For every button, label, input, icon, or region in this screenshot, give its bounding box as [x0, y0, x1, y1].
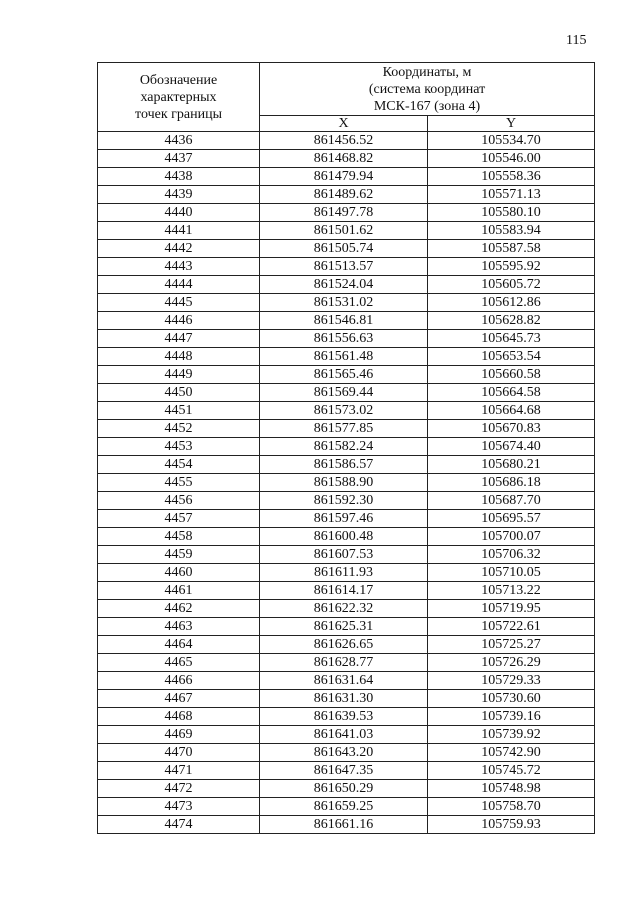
y-coordinate-cell: 105612.86: [428, 294, 595, 312]
table-row: [98, 438, 595, 456]
x-coordinate-cell: 861524.04: [260, 276, 428, 294]
y-coordinate-cell: 105706.32: [428, 546, 595, 564]
table-row: [98, 186, 595, 204]
header-coords-line: МСК-167 (зона 4): [373, 98, 481, 114]
point-id-cell: 4467: [98, 690, 260, 708]
x-coordinate-cell: 861531.02: [260, 294, 428, 312]
table-row: [98, 690, 595, 708]
x-coordinate-cell: 861556.63: [260, 330, 428, 348]
y-coordinate-cell: 105583.94: [428, 222, 595, 240]
x-coordinate-cell: 861479.94: [260, 168, 428, 186]
y-coordinate-cell: 105719.95: [428, 600, 595, 618]
table-row: [98, 672, 595, 690]
point-id-cell: 4441: [98, 222, 260, 240]
y-coordinate-cell: 105664.58: [428, 384, 595, 402]
point-id-cell: 4470: [98, 744, 260, 762]
y-coordinate-cell: 105628.82: [428, 312, 595, 330]
point-id-cell: 4437: [98, 150, 260, 168]
table-row: [98, 132, 595, 150]
header-label-line: точек границы: [135, 106, 222, 122]
header-coords-line: (система координат: [368, 81, 486, 97]
x-coordinate-cell: 861489.62: [260, 186, 428, 204]
table-row: [98, 168, 595, 186]
table-row: [98, 654, 595, 672]
y-coordinate-cell: 105758.70: [428, 798, 595, 816]
boundary-points-table: [97, 62, 595, 834]
header-coords-line: Координаты, м: [382, 64, 472, 80]
point-id-cell: 4439: [98, 186, 260, 204]
y-coordinate-cell: 105695.57: [428, 510, 595, 528]
x-coordinate-cell: 861641.03: [260, 726, 428, 744]
table-row: [98, 258, 595, 276]
y-coordinate-cell: 105571.13: [428, 186, 595, 204]
y-coordinate-cell: 105660.58: [428, 366, 595, 384]
table-row: [98, 582, 595, 600]
y-coordinate-cell: 105546.00: [428, 150, 595, 168]
x-coordinate-cell: 861565.46: [260, 366, 428, 384]
x-coordinate-cell: 861456.52: [260, 132, 428, 150]
y-coordinate-cell: 105725.27: [428, 636, 595, 654]
x-coordinate-cell: 861497.78: [260, 204, 428, 222]
x-coordinate-cell: 861513.57: [260, 258, 428, 276]
point-id-cell: 4471: [98, 762, 260, 780]
table-row: [98, 492, 595, 510]
y-coordinate-cell: 105645.73: [428, 330, 595, 348]
x-coordinate-cell: 861643.20: [260, 744, 428, 762]
table-header: [98, 63, 595, 132]
header-x: X: [260, 116, 428, 132]
x-coordinate-cell: 861561.48: [260, 348, 428, 366]
y-coordinate-cell: 105680.21: [428, 456, 595, 474]
table-row: [98, 636, 595, 654]
point-id-cell: 4440: [98, 204, 260, 222]
y-coordinate-cell: 105595.92: [428, 258, 595, 276]
point-id-cell: 4458: [98, 528, 260, 546]
point-id-cell: 4445: [98, 294, 260, 312]
point-id-cell: 4464: [98, 636, 260, 654]
point-id-cell: 4453: [98, 438, 260, 456]
x-coordinate-cell: 861650.29: [260, 780, 428, 798]
y-coordinate-cell: 105687.70: [428, 492, 595, 510]
table-row: [98, 294, 595, 312]
y-coordinate-cell: 105729.33: [428, 672, 595, 690]
table-row: [98, 726, 595, 744]
y-coordinate-cell: 105722.61: [428, 618, 595, 636]
table-row: [98, 312, 595, 330]
point-id-cell: 4462: [98, 600, 260, 618]
x-coordinate-cell: 861614.17: [260, 582, 428, 600]
point-id-cell: 4444: [98, 276, 260, 294]
y-coordinate-cell: 105664.68: [428, 402, 595, 420]
point-id-cell: 4454: [98, 456, 260, 474]
point-id-cell: 4438: [98, 168, 260, 186]
table-row: [98, 816, 595, 834]
point-id-cell: 4442: [98, 240, 260, 258]
x-coordinate-cell: 861607.53: [260, 546, 428, 564]
y-coordinate-cell: 105700.07: [428, 528, 595, 546]
table-row: [98, 474, 595, 492]
x-coordinate-cell: 861592.30: [260, 492, 428, 510]
x-coordinate-cell: 861626.65: [260, 636, 428, 654]
x-coordinate-cell: 861631.30: [260, 690, 428, 708]
table-row: [98, 618, 595, 636]
table-row: [98, 420, 595, 438]
table-row: [98, 600, 595, 618]
table-row: [98, 222, 595, 240]
y-coordinate-cell: 105653.54: [428, 348, 595, 366]
y-coordinate-cell: 105674.40: [428, 438, 595, 456]
table-row: [98, 384, 595, 402]
y-coordinate-cell: 105587.58: [428, 240, 595, 258]
x-coordinate-cell: 861569.44: [260, 384, 428, 402]
table-row: [98, 204, 595, 222]
x-coordinate-cell: 861661.16: [260, 816, 428, 834]
x-coordinate-cell: 861586.57: [260, 456, 428, 474]
x-coordinate-cell: 861611.93: [260, 564, 428, 582]
header-point-label: [98, 63, 260, 132]
table-row: [98, 150, 595, 168]
table-row: [98, 366, 595, 384]
point-id-cell: 4468: [98, 708, 260, 726]
x-coordinate-cell: 861622.32: [260, 600, 428, 618]
point-id-cell: 4451: [98, 402, 260, 420]
point-id-cell: 4447: [98, 330, 260, 348]
point-id-cell: 4466: [98, 672, 260, 690]
y-coordinate-cell: 105558.36: [428, 168, 595, 186]
table-row: [98, 276, 595, 294]
table-row: [98, 528, 595, 546]
y-coordinate-cell: 105730.60: [428, 690, 595, 708]
y-coordinate-cell: 105580.10: [428, 204, 595, 222]
x-coordinate-cell: 861639.53: [260, 708, 428, 726]
y-coordinate-cell: 105686.18: [428, 474, 595, 492]
x-coordinate-cell: 861659.25: [260, 798, 428, 816]
y-coordinate-cell: 105726.29: [428, 654, 595, 672]
point-id-cell: 4446: [98, 312, 260, 330]
y-coordinate-cell: 105713.22: [428, 582, 595, 600]
y-coordinate-cell: 105745.72: [428, 762, 595, 780]
table-row: [98, 708, 595, 726]
x-coordinate-cell: 861577.85: [260, 420, 428, 438]
point-id-cell: 4448: [98, 348, 260, 366]
table-row: [98, 564, 595, 582]
x-coordinate-cell: 861600.48: [260, 528, 428, 546]
table-row: [98, 546, 595, 564]
point-id-cell: 4456: [98, 492, 260, 510]
point-id-cell: 4450: [98, 384, 260, 402]
point-id-cell: 4465: [98, 654, 260, 672]
table-body: [98, 132, 595, 834]
y-coordinate-cell: 105748.98: [428, 780, 595, 798]
point-id-cell: 4436: [98, 132, 260, 150]
point-id-cell: 4455: [98, 474, 260, 492]
x-coordinate-cell: 861625.31: [260, 618, 428, 636]
point-id-cell: 4463: [98, 618, 260, 636]
x-coordinate-cell: 861546.81: [260, 312, 428, 330]
table-row: [98, 780, 595, 798]
x-coordinate-cell: 861631.64: [260, 672, 428, 690]
y-coordinate-cell: 105710.05: [428, 564, 595, 582]
point-id-cell: 4460: [98, 564, 260, 582]
point-id-cell: 4469: [98, 726, 260, 744]
table-row: [98, 240, 595, 258]
table-row: [98, 510, 595, 528]
header-y: Y: [428, 116, 595, 132]
y-coordinate-cell: 105742.90: [428, 744, 595, 762]
point-id-cell: 4457: [98, 510, 260, 528]
table-row: [98, 348, 595, 366]
y-coordinate-cell: 105534.70: [428, 132, 595, 150]
y-coordinate-cell: 105605.72: [428, 276, 595, 294]
point-id-cell: 4461: [98, 582, 260, 600]
x-coordinate-cell: 861505.74: [260, 240, 428, 258]
x-coordinate-cell: 861628.77: [260, 654, 428, 672]
table-row: [98, 402, 595, 420]
table-row: [98, 456, 595, 474]
x-coordinate-cell: 861468.82: [260, 150, 428, 168]
y-coordinate-cell: 105759.93: [428, 816, 595, 834]
point-id-cell: 4449: [98, 366, 260, 384]
header-label-line: характерных: [140, 89, 217, 105]
table-row: [98, 762, 595, 780]
x-coordinate-cell: 861582.24: [260, 438, 428, 456]
point-id-cell: 4474: [98, 816, 260, 834]
point-id-cell: 4473: [98, 798, 260, 816]
header-label-line: Обозначение: [139, 72, 218, 88]
x-coordinate-cell: 861501.62: [260, 222, 428, 240]
y-coordinate-cell: 105739.16: [428, 708, 595, 726]
table-row: [98, 744, 595, 762]
point-id-cell: 4443: [98, 258, 260, 276]
table-row: [98, 798, 595, 816]
x-coordinate-cell: 861573.02: [260, 402, 428, 420]
x-coordinate-cell: 861588.90: [260, 474, 428, 492]
point-id-cell: 4472: [98, 780, 260, 798]
table-row: [98, 330, 595, 348]
header-row: [98, 63, 595, 116]
x-coordinate-cell: 861647.35: [260, 762, 428, 780]
y-coordinate-cell: 105670.83: [428, 420, 595, 438]
header-coordinates: [260, 63, 595, 116]
x-coordinate-cell: 861597.46: [260, 510, 428, 528]
point-id-cell: 4459: [98, 546, 260, 564]
page-number: 115: [566, 33, 587, 48]
point-id-cell: 4452: [98, 420, 260, 438]
y-coordinate-cell: 105739.92: [428, 726, 595, 744]
